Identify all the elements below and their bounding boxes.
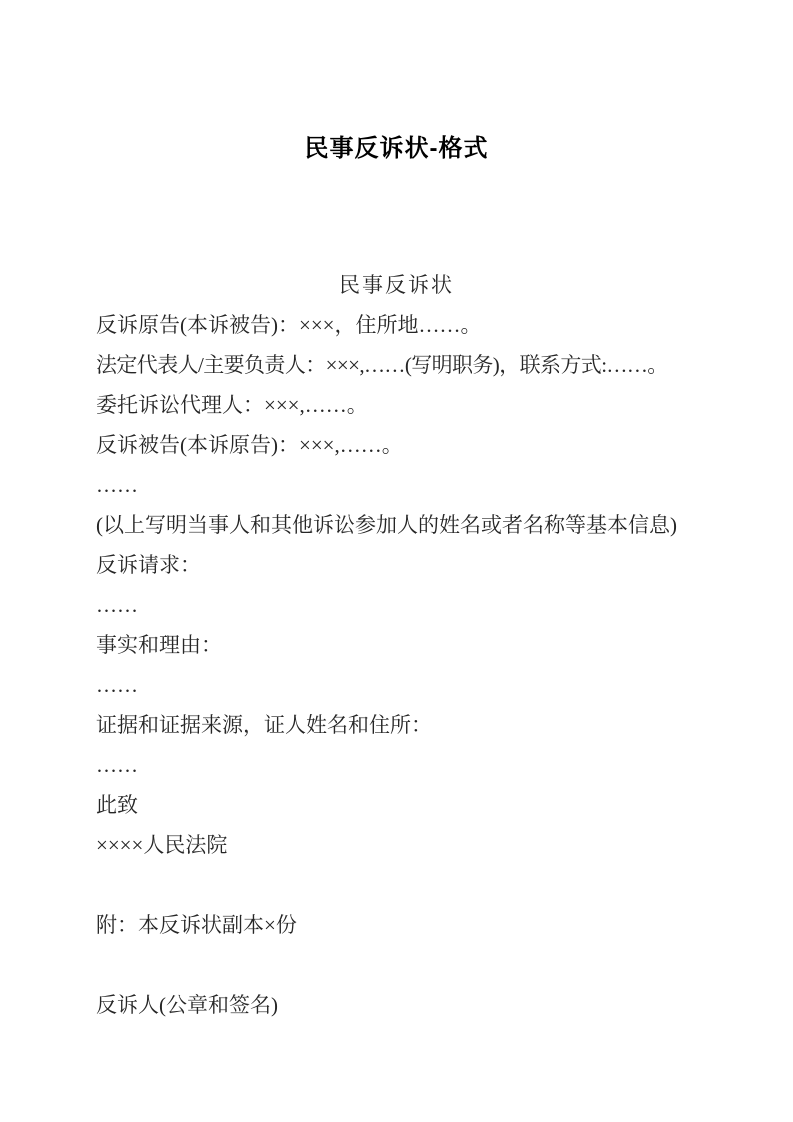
document-line: 民事反诉状	[339, 273, 454, 297]
document-body	[0, 265, 793, 1025]
document-line: ……	[96, 673, 138, 697]
document-line: 附：本反诉状副本×份	[96, 913, 297, 937]
document-line: ……	[96, 473, 138, 497]
document-line: 反诉人(公章和签名)	[96, 993, 278, 1017]
document-line: ……	[96, 753, 138, 777]
document-line: 反诉被告(本诉原告)：×××,……。	[96, 433, 403, 457]
document-line: 事实和理由：	[96, 633, 222, 657]
blank-line	[96, 945, 727, 985]
blank-line	[96, 865, 727, 905]
document-line: 此致	[96, 793, 138, 817]
document-line: ……	[96, 593, 138, 617]
document-line: ××××人民法院	[96, 833, 228, 857]
document-line: 反诉请求：	[96, 553, 201, 577]
document-line: 法定代表人/主要负责人：×××,……(写明职务)，联系方式:……。	[96, 353, 668, 377]
document-line: 反诉原告(本诉被告)：×××，住所地……。	[96, 313, 482, 337]
document-line: 委托诉讼代理人：×××,……。	[96, 393, 368, 417]
document-line: (以上写明当事人和其他诉讼参加人的姓名或者名称等基本信息)	[96, 513, 677, 537]
document-line: 证据和证据来源，证人姓名和住所：	[96, 713, 432, 737]
page-title: 民事反诉状-格式	[304, 135, 489, 162]
